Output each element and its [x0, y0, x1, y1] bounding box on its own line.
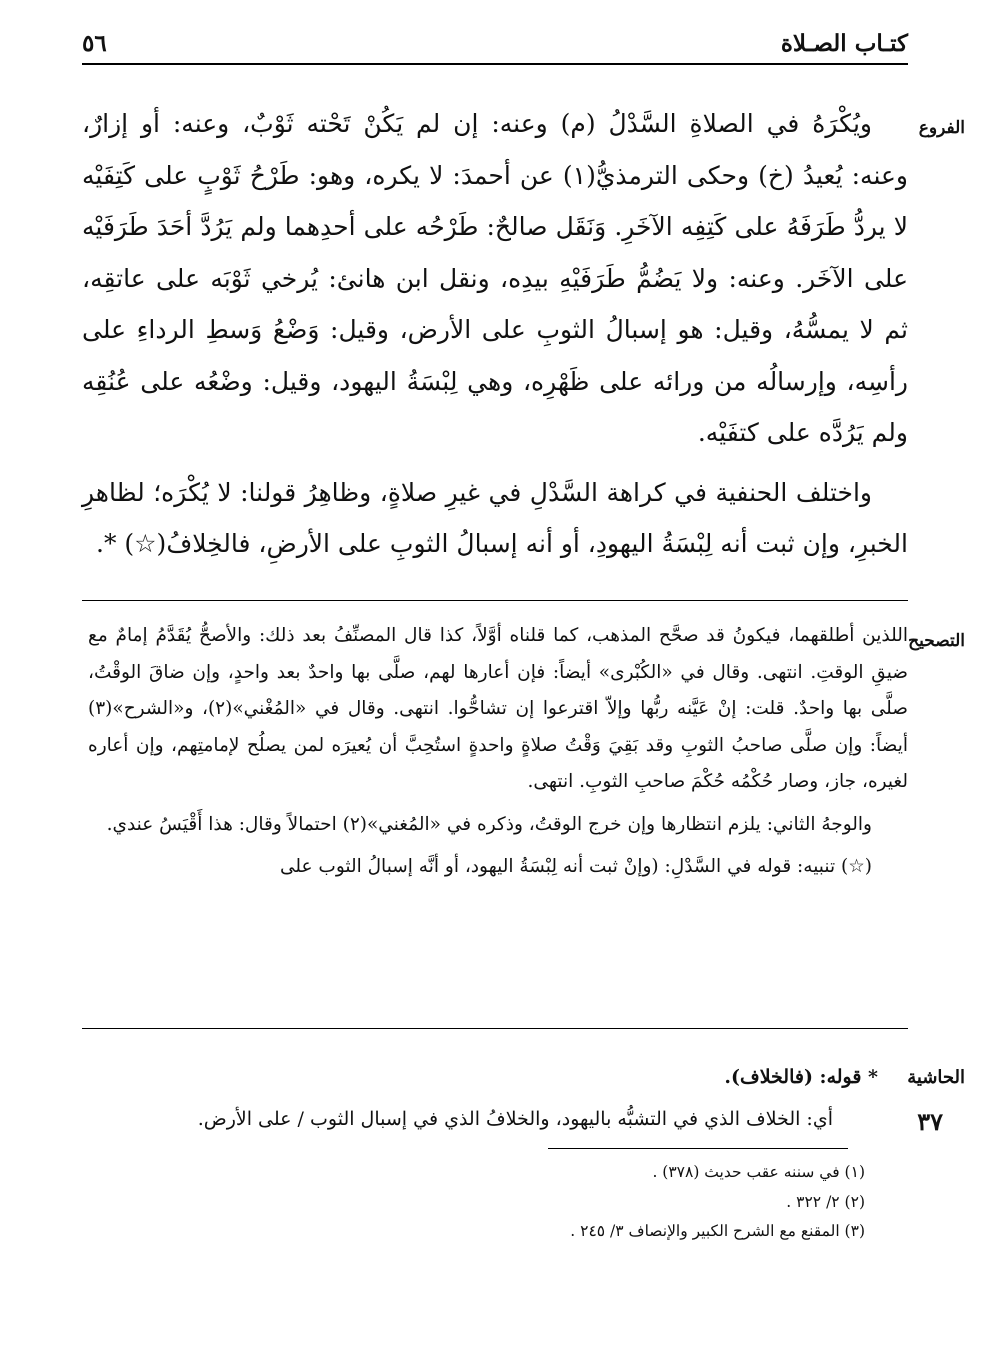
footnote-rule [548, 1148, 848, 1149]
tashih-paragraph: والوجهُ الثاني: يلزم انتظارها وإن خرج الوقتُ، وذكره في «المُغني»(٢) احتمالاً وقال: هذا أَقْيَسُ عندي. [106, 813, 872, 835]
hashiya-quote: * قوله: (فالخلاف). [724, 1066, 878, 1088]
book-title: كتـاب الصـلاة [780, 30, 908, 57]
header-rule [82, 63, 908, 65]
tashih-paragraph: اللذين أطلقهما، فيكونُ قد صحَّح المذهب، كما قلناه أوَّلاً، كذا قال المصنِّفُ بعد ذلك: والأصحُّ يُقَدَّمُ إمامٌ مع ضيقِ الوقتِ. انتهى. وقال في «الكُبْرى» أيضاً: فإن أعارها لهم، صلَّى بها واحدٌ بعد واحدٍ، وإن ضاقَ الوقْتُ، صلَّى بها واحدٌ. قلت: إنْ عَيَّنه ربُّها وإلاّ اقترعوا إن تشاحُّوا. انتهى. وقال في «المُغْني»(٢)، و«الشرح»(٣) أيضاً: وإن صلَّى صاحبُ الثوبِ وقد بَقِيَ وَقْتُ صلاةٍ واحدةٍ استُحِبَّ أن يُعيرَه لمن يصلُح لإمامتِهم، وإن أعاره لغيره، جاز، وصار حُكْمُه حُكْمَ صاحبِ الثوبِ. انتهى. [88, 625, 908, 792]
hashiya-text: أي: الخلاف الذي في التشبُّه باليهود، والخلافُ الذي في إسبال الثوب / على الأرض. [197, 1108, 833, 1130]
running-header [82, 30, 908, 62]
footnote-item: (٢) ٢/ ٣٢٢ . [786, 1192, 865, 1211]
footnote-item: (٣) المقنع مع الشرح الكبير والإنصاف ٣/ ٢٤٥ . [570, 1222, 865, 1240]
section-divider [82, 600, 908, 601]
section-label-tashih: التصحيح [908, 631, 965, 651]
section-label-hashiya: الحاشية [907, 1067, 965, 1088]
footnotes [165, 1158, 865, 1247]
tashih-section [88, 618, 908, 886]
footnote-item: (١) في سننه عقب حديث (٣٧٨) . [652, 1163, 865, 1181]
furu-paragraph: ويُكْرَهُ في الصلاةِ السَّدْلُ (م) وعنه: إن لم يَكُنْ تَحْته ثَوْبٌ، وعنه: أو إزارٌ، وعنه: يُعيدُ (خ) وحكى الترمذيُّ(١) عن أحمدَ: لا يكره، وهو: طَرْحُ ثَوْبٍ على كَتِفَيْه لا يردُّ طَرَفَهُ على كَتِفِه الآخَرِ. وَنَقَل صالحٌ: طَرْحُه على أحدِهما ولم يَرُدَّ أحَدَ طَرَفَيْه على الآخَر. وعنه: ولا يَضُمُّ طَرَفَيْهِ بيدِه، ونقل ابن هانئ: يُرخي ثَوْبَه على عاتقِه، ثم لا يمسُّهُ، وقيل: هو إسبالُ الثوبِ على الأرض، وقيل: وَضْعُ وَسطِ الرداءِ على رأسِه، وإرسالُه من ورائه على ظَهْرِه، وهي لِبْسَةُ اليهود، وقيل: وضْعُه على عُنُقِه ولم يَرُدَّه على كتفَيْه. [82, 109, 908, 447]
section-divider [82, 1028, 908, 1029]
page-number: ٥٦ [82, 30, 107, 57]
section-label-furu: الفروع [918, 118, 965, 138]
tashih-note: (☆) تنبيه: قوله في السَّدْلِ: (وإنْ ثبت أنه لِبْسَةُ اليهود، أو أنَّه إسبالُ الثوب على [279, 856, 872, 877]
hashiya-number: ٣٧ [917, 1107, 943, 1136]
furu-paragraph: واختلف الحنفية في كراهة السَّدْلِ في غيرِ صلاةٍ، وظاهِرُ قولنا: لا يُكْرَه؛ لظاهرِ الخبرِ، وإن ثبت أنه لِبْسَةُ اليهودِ، أو أنه إسبالُ الثوبِ على الأرضِ، فالخِلافُ(☆) *. [82, 477, 908, 558]
furu-section [82, 98, 908, 570]
